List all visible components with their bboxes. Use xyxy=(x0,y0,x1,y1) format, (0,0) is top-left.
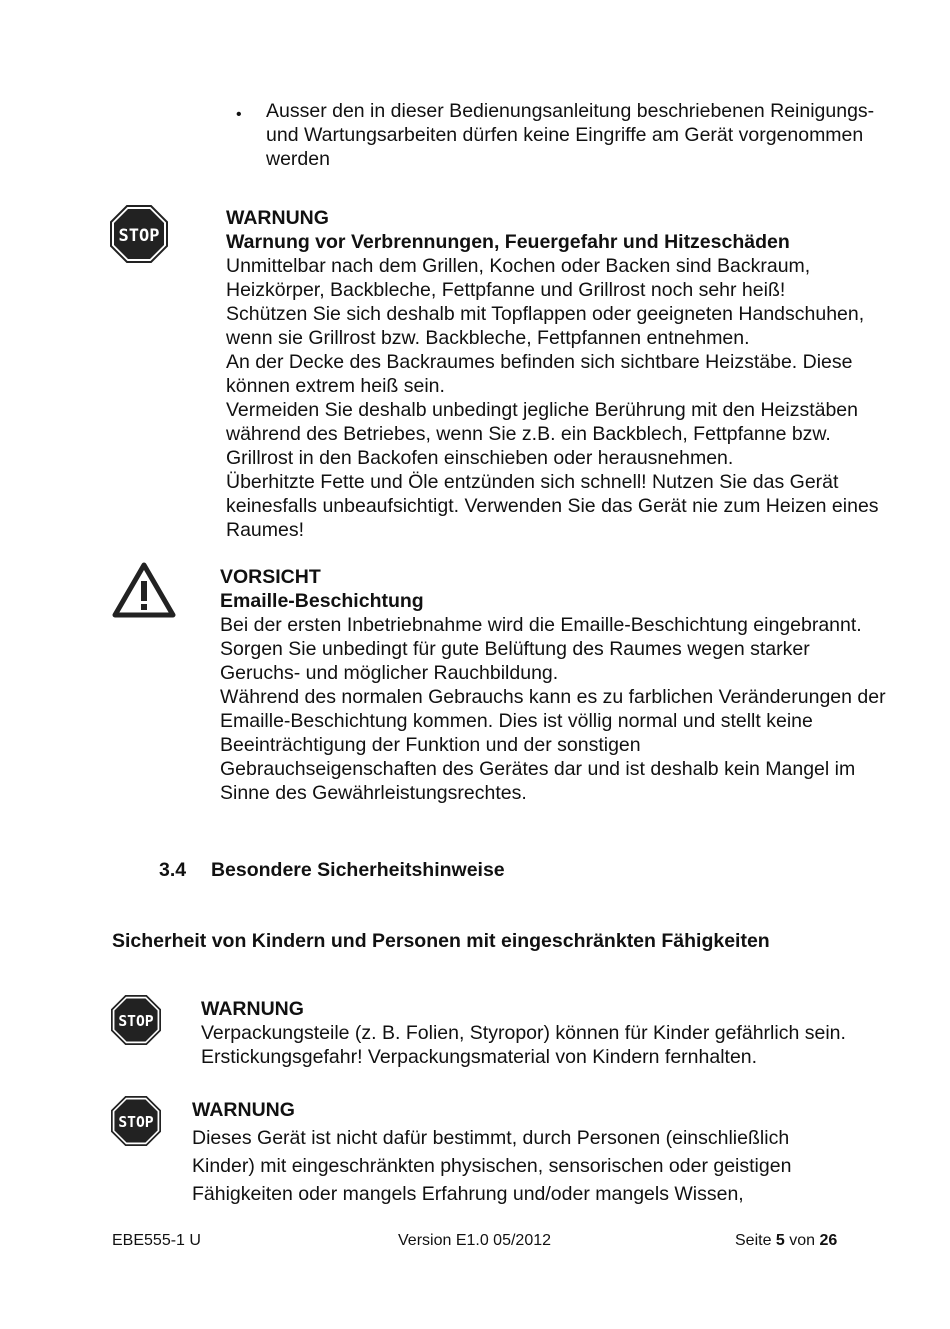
page-separator: von xyxy=(789,1232,816,1249)
caution-line: Geruchs- und möglicher Rauchbildung. xyxy=(220,662,559,684)
warning-line: Vermeiden Sie deshalb unbedingt jegliche Berührung mit den Heizstäben xyxy=(226,399,858,421)
footer-version: Version E1.0 05/2012 xyxy=(398,1232,552,1249)
page-total: 26 xyxy=(819,1232,838,1249)
warning-line: während des Betriebes, wenn Sie z.B. ein Backblech, Fettpfanne bzw. xyxy=(226,423,831,445)
warning-line: Unmittelbar nach dem Grillen, Kochen oder Backen sind Backraum, xyxy=(226,255,811,277)
warning-line: Erstickungsgefahr! Verpackungsmaterial von Kindern fernhalten. xyxy=(201,1046,758,1068)
warning-triangle-icon xyxy=(112,562,176,618)
warning-subheading: Warnung vor Verbrennungen, Feuergefahr und Hitzeschäden xyxy=(226,231,790,253)
caution-heading: VORSICHT xyxy=(220,566,321,588)
bullet-line: und Wartungsarbeiten dürfen keine Eingriffe am Gerät vorgenommen xyxy=(266,124,864,146)
caution-line: Sorgen Sie unbedingt für gute Belüftung des Raumes wegen starker xyxy=(220,638,810,660)
warning-line: Heizkörper, Backbleche, Fettpfanne und Grillrost noch sehr heiß! xyxy=(226,279,786,301)
subsection-title: Sicherheit von Kindern und Personen mit eingeschränkten Fähigkeiten xyxy=(112,930,770,952)
caution-line: Bei der ersten Inbetriebnahme wird die Emaille-Beschichtung eingebrannt. xyxy=(220,614,862,636)
warning-line: Überhitzte Fette und Öle entzünden sich schnell! Nutzen Sie das Gerät xyxy=(226,471,839,493)
warning-line: wenn sie Grillrost bzw. Backbleche, Fettpfannen entnehmen. xyxy=(226,327,750,349)
warning-line: Dieses Gerät ist nicht dafür bestimmt, durch Personen (einschließlich xyxy=(192,1127,790,1149)
svg-text:STOP: STOP xyxy=(118,1114,154,1132)
bullet-marker: • xyxy=(236,106,242,123)
warning-block-packaging xyxy=(201,997,846,1069)
caution-line: Während des normalen Gebrauchs kann es zu farblichen Veränderungen der xyxy=(220,686,886,708)
caution-line: Beeinträchtigung der Funktion und der sonstigen xyxy=(220,734,641,756)
page-current: 5 xyxy=(775,1232,785,1249)
warning-line: Verpackungsteile (z. B. Folien, Styropor) können für Kinder gefährlich sein. xyxy=(201,1022,846,1044)
stop-sign-icon xyxy=(111,1096,161,1146)
stop-sign-icon xyxy=(110,205,168,263)
caution-subheading: Emaille-Beschichtung xyxy=(220,590,424,612)
svg-text:STOP: STOP xyxy=(118,226,160,246)
warning-block-burns xyxy=(226,206,879,542)
warning-line: Schützen Sie sich deshalb mit Topflappen oder geeigneten Handschuhen, xyxy=(226,303,865,325)
caution-line: Gebrauchseigenschaften des Gerätes dar und ist deshalb kein Mangel im xyxy=(220,758,856,780)
warning-heading: WARNUNG xyxy=(226,207,329,229)
bullet-line: Ausser den in dieser Bedienungsanleitung beschriebenen Reinigungs- xyxy=(266,100,875,122)
caution-line: Sinne des Gewährleistungsrechtes. xyxy=(220,782,527,804)
section-heading xyxy=(159,859,505,882)
page-prefix: Seite xyxy=(735,1232,772,1249)
warning-line: Raumes! xyxy=(226,519,305,541)
warning-line: keinesfalls unbeaufsichtigt. Verwenden Sie das Gerät nie zum Heizen eines xyxy=(226,495,879,517)
caution-line: Emaille-Beschichtung kommen. Dies ist völlig normal und stellt keine xyxy=(220,710,813,732)
svg-text:STOP: STOP xyxy=(118,1013,154,1031)
stop-sign-icon xyxy=(111,995,161,1045)
warning-heading: WARNUNG xyxy=(192,1099,295,1121)
warning-line: An der Decke des Backraumes befinden sich sichtbare Heizstäbe. Diese xyxy=(226,351,853,373)
warning-line: können extrem heiß sein. xyxy=(226,375,445,397)
warning-line: Grillrost in den Backofen einschieben oder herausnehmen. xyxy=(226,447,734,469)
warning-block-persons xyxy=(192,1098,791,1208)
warning-line: Kinder) mit eingeschränkten physischen, sensorischen oder geistigen xyxy=(192,1155,792,1177)
bullet-line: werden xyxy=(266,148,330,170)
warning-heading: WARNUNG xyxy=(201,998,304,1020)
caution-block-enamel xyxy=(220,565,886,805)
section-title: Besondere Sicherheitshinweise xyxy=(210,859,505,881)
footer-page-number xyxy=(735,1231,837,1251)
bullet-text xyxy=(266,99,874,171)
footer-model: EBE555-1 U xyxy=(112,1232,201,1249)
section-number: 3.4 xyxy=(159,859,187,881)
warning-line: Fähigkeiten oder mangels Erfahrung und/oder mangels Wissen, xyxy=(192,1183,744,1205)
